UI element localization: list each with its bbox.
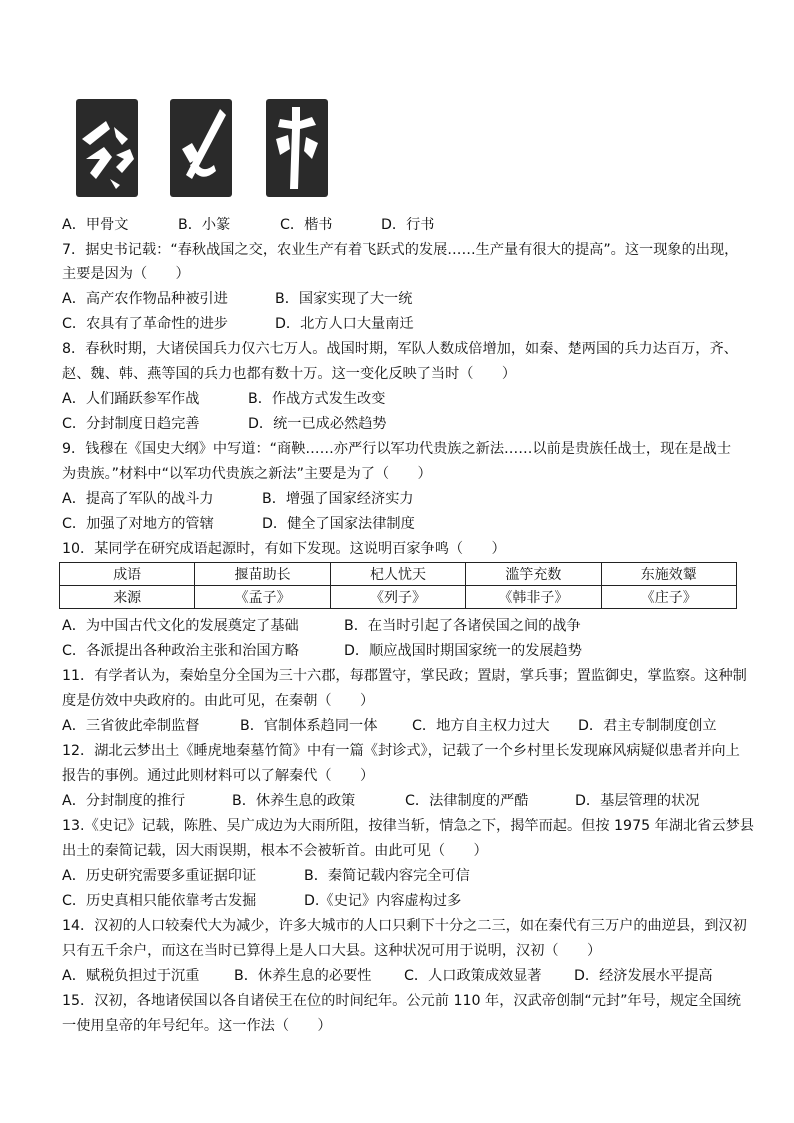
table-cell: 杞人忧天 bbox=[330, 563, 465, 586]
q7-stem-line-1: 7．据史书记载：“春秋战国之交，农业生产有着飞跃式的发展……生产量有很大的提高”。这一现象的出现， bbox=[62, 242, 739, 258]
q8-stem-line-2: 赵、魏、韩、燕等国的兵力也都有数十万。这一变化反映了当时（ ） bbox=[62, 366, 517, 382]
q12-stem-line-2: 报告的事例。通过此则材料可以了解秦代（ ） bbox=[62, 768, 375, 784]
q8-option-d[interactable]: D．统一已成必然趋势 bbox=[248, 416, 387, 432]
table-row bbox=[60, 586, 737, 609]
table-cell: 成语 bbox=[60, 563, 195, 586]
table-cell: 东施效颦 bbox=[601, 563, 736, 586]
q7-stem-line-2: 主要是因为（ ） bbox=[62, 266, 190, 282]
q14-option-b[interactable]: B．休养生息的必要性 bbox=[234, 968, 372, 984]
q14-option-c[interactable]: C．人口政策成效显著 bbox=[404, 968, 542, 984]
q8-option-c[interactable]: C．分封制度日趋完善 bbox=[62, 416, 200, 432]
q6-option-a[interactable]: A．甲骨文 bbox=[62, 217, 129, 233]
idiom-source-table bbox=[59, 562, 737, 609]
q15-stem-line-2: 一使用皇帝的年号纪年。这一作法（ ） bbox=[62, 1018, 332, 1034]
q7-option-c[interactable]: C．农具有了革命性的进步 bbox=[62, 316, 228, 332]
seal-1-image bbox=[76, 99, 138, 197]
q13-option-a[interactable]: A．历史研究需要多重证据印证 bbox=[62, 868, 257, 884]
q7-option-b[interactable]: B．国家实现了大一统 bbox=[275, 291, 413, 307]
seal-2-image bbox=[170, 99, 232, 197]
q9-stem-line-1: 9．钱穆在《国史大纲》中写道：“商鞅……亦严行以军功代贵族之新法……以前是贵族任战士，现在是战士 bbox=[62, 441, 732, 457]
q10-option-b[interactable]: B．在当时引起了各诸侯国之间的战争 bbox=[344, 618, 581, 634]
q6-option-c[interactable]: C．楷书 bbox=[280, 217, 333, 233]
q11-stem-line-2: 度是仿效中央政府的。由此可见，在秦朝（ ） bbox=[62, 693, 375, 709]
q14-option-a[interactable]: A．赋税负担过于沉重 bbox=[62, 968, 200, 984]
q8-option-b[interactable]: B．作战方式发生改变 bbox=[248, 391, 386, 407]
q11-option-a[interactable]: A．三省彼此牵制监督 bbox=[62, 718, 200, 734]
q14-stem-line-2: 只有五千余户，而这在当时已算得上是人口大县。这种状况可用于说明，汉初（ ） bbox=[62, 943, 602, 959]
seal-script-images bbox=[76, 99, 336, 199]
q7-option-a[interactable]: A．高产农作物品种被引进 bbox=[62, 291, 228, 307]
q11-option-b[interactable]: B．官制体系趋同一体 bbox=[240, 718, 378, 734]
q15-stem-line-1: 15．汉初，各地诸侯国以各自诸侯王在位的时间纪年。公元前 110 年，汉武帝创制“元封”年号，规定全国统 bbox=[62, 993, 741, 1009]
q9-option-d[interactable]: D．健全了国家法律制度 bbox=[262, 516, 415, 532]
q13-stem-line-2: 出土的秦简记载，因大雨误期，根本不会被斩首。由此可见（ ） bbox=[62, 843, 488, 859]
q12-stem-line-1: 12．湖北云梦出土《睡虎地秦墓竹简》中有一篇《封诊式》，记载了一个乡村里长发现麻风病疑似患者并向上 bbox=[62, 743, 740, 759]
q11-option-d[interactable]: D．君主专制制度创立 bbox=[578, 718, 717, 734]
q12-option-c[interactable]: C．法律制度的严酷 bbox=[405, 793, 529, 809]
q11-stem-line-1: 11．有学者认为，秦始皇分全国为三十六郡，每郡置守，掌民政；置尉，掌兵事；置监御史，掌监察。这种制 bbox=[62, 668, 747, 684]
q11-option-c[interactable]: C．地方自主权力过大 bbox=[412, 718, 550, 734]
q12-option-b[interactable]: B．休养生息的政策 bbox=[232, 793, 356, 809]
q12-option-d[interactable]: D．基层管理的状况 bbox=[575, 793, 700, 809]
table-cell: 揠苗助长 bbox=[195, 563, 330, 586]
table-cell: 来源 bbox=[60, 586, 195, 609]
table-row bbox=[60, 563, 737, 586]
q12-option-a[interactable]: A．分封制度的推行 bbox=[62, 793, 186, 809]
q7-option-d[interactable]: D．北方人口大量南迁 bbox=[275, 316, 414, 332]
q13-stem-line-1: 13.《史记》记载，陈胜、吴广成边为大雨所阻，按律当斩，情急之下，揭竿而起。但按 1975 年湖北省云梦县 bbox=[62, 818, 754, 834]
q6-option-b[interactable]: B．小篆 bbox=[178, 217, 231, 233]
q13-option-b[interactable]: B．秦简记载内容完全可信 bbox=[304, 868, 470, 884]
q10-stem: 10．某同学在研究成语起源时，有如下发现。这说明百家争鸣（ ） bbox=[62, 541, 506, 557]
q10-option-d[interactable]: D．顺应战国时期国家统一的发展趋势 bbox=[344, 643, 582, 659]
q13-option-c[interactable]: C．历史真相只能依靠考古发掘 bbox=[62, 893, 257, 909]
q14-option-d[interactable]: D．经济发展水平提高 bbox=[574, 968, 713, 984]
q9-stem-line-2: 为贵族。”材料中“以军功代贵族之新法”主要是为了（ ） bbox=[62, 466, 432, 482]
q10-option-c[interactable]: C．各派提出各种政治主张和治国方略 bbox=[62, 643, 299, 659]
table-cell: 《列子》 bbox=[330, 586, 465, 609]
q10-option-a[interactable]: A．为中国古代文化的发展奠定了基础 bbox=[62, 618, 299, 634]
q9-option-c[interactable]: C．加强了对地方的管辖 bbox=[62, 516, 214, 532]
table-cell: 《孟子》 bbox=[195, 586, 330, 609]
q8-stem-line-1: 8．春秋时期，大诸侯国兵力仅六七万人。战国时期，军队人数成倍增加，如秦、楚两国的兵力达百万，齐、 bbox=[62, 341, 738, 357]
q9-option-a[interactable]: A．提高了军队的战斗力 bbox=[62, 491, 214, 507]
table-cell: 《庄子》 bbox=[601, 586, 736, 609]
table-cell: 《韩非子》 bbox=[466, 586, 601, 609]
seal-3-image bbox=[266, 99, 328, 197]
q6-option-d[interactable]: D．行书 bbox=[381, 217, 435, 233]
q9-option-b[interactable]: B．增强了国家经济实力 bbox=[262, 491, 414, 507]
q8-option-a[interactable]: A．人们踊跃参军作战 bbox=[62, 391, 200, 407]
q13-option-d[interactable]: D.《史记》内容虚构过多 bbox=[304, 893, 462, 909]
q14-stem-line-1: 14．汉初的人口较秦代大为减少，许多大城市的人口只剩下十分之二三，如在秦代有三万户的曲逆县，到汉初 bbox=[62, 918, 747, 934]
table-cell: 滥竽充数 bbox=[466, 563, 601, 586]
